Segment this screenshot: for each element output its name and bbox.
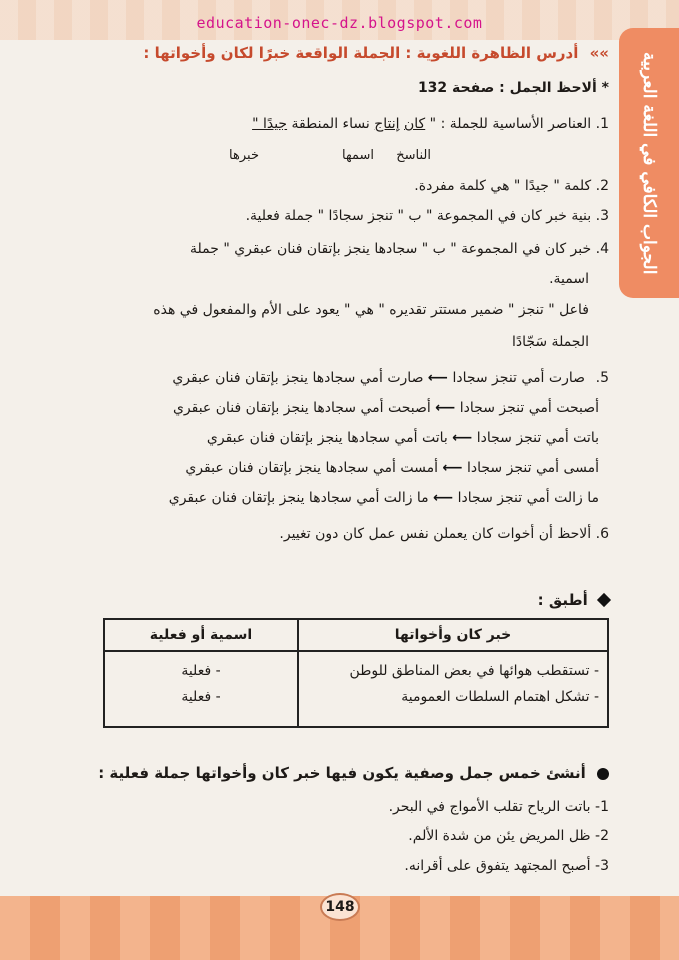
blog-url: education-onec-dz.blogspot.com — [196, 14, 483, 32]
left-arrow-icon: ⟵ — [442, 460, 463, 476]
item-1-kan: كان — [404, 116, 426, 132]
produce-title-text: أنشئ خمس جمل وصفية يكون فيها خبر كان وأخواتها جملة فعلية : — [98, 764, 586, 782]
table-row — [104, 689, 608, 727]
table-header-row — [104, 619, 608, 651]
circle-bullet-icon — [597, 768, 609, 780]
table-cell: - فعلية — [104, 689, 298, 727]
observe-bullet: * — [601, 80, 609, 96]
page-number: 148 — [320, 893, 360, 921]
label-khabar: خبرها — [229, 148, 259, 163]
table-cell: - تستقطب هوائها في بعض المناطق للوطن — [349, 662, 599, 679]
row-left: أمسى أمي تنجز سجادا — [467, 460, 599, 476]
table-cell: - تشكل اهتمام السلطات العمومية — [401, 689, 599, 705]
item-6: 6. ألاحظ أن أخوات كان يعملن نفس عمل كان دون تغيير. — [279, 526, 609, 542]
row-left: ما زالت أمي تنجز سجادا — [457, 490, 599, 506]
left-arrow-icon: ⟵ — [427, 370, 448, 386]
side-title: الجواب الكافي في اللغة العربية — [639, 51, 659, 275]
item-1-khabar: جيدًا " — [252, 116, 288, 132]
item-5-row — [45, 370, 585, 386]
table-header: اسمية أو فعلية — [104, 619, 298, 651]
table-header: خبر كان وأخواتها — [298, 619, 608, 651]
item-4-line-4: الجملة سَجّادًا — [511, 334, 589, 350]
row-left: صارت أمي تنجز سجادا — [452, 370, 585, 386]
item-1-rest: نساء المنطقة — [291, 116, 370, 132]
side-title-tab — [619, 28, 679, 298]
label-nasikh: الناسخ — [396, 148, 431, 163]
item-1-ism: إنتاج — [374, 116, 400, 132]
observe-title — [69, 80, 609, 96]
item-5-row — [59, 490, 599, 506]
item-3: 3. بنية خبر كان في المجموعة " ب " تنجز سجادًا " جملة فعلية. — [245, 208, 609, 224]
item-4-line-2: اسمية. — [549, 271, 589, 287]
label-ism: اسمها — [342, 148, 374, 163]
row-right: أصبحت أمي سجادها ينجز بإتقان فنان عبقري — [172, 400, 431, 416]
item-5-number: 5. — [595, 370, 609, 386]
apply-table — [103, 618, 609, 728]
item-2: 2. كلمة " جيدًا " هي كلمة مفردة. — [414, 178, 609, 194]
diamond-bullet-icon — [597, 593, 611, 607]
heading-title: أدرس الظاهرة اللغوية : الجملة الواقعة خبرًا لكان وأخواتها : — [143, 44, 579, 62]
item-5-row — [59, 430, 599, 446]
table-cell: - فعلية — [104, 651, 298, 689]
produce-title — [98, 764, 609, 782]
item-1-open-quote: " — [429, 116, 437, 132]
produce-line-2: 2- ظل المريض يئن من شدة الألم. — [408, 828, 609, 844]
produce-line-1: 1- باتت الرياح تقلب الأمواج في البحر. — [388, 799, 609, 815]
left-arrow-icon: ⟵ — [435, 400, 456, 416]
left-arrow-icon: ⟵ — [433, 490, 454, 506]
produce-line-3: 3- أصبح المجتهد يتفوق على أقرانه. — [404, 858, 609, 874]
item-5-row — [59, 460, 599, 476]
apply-title — [538, 591, 609, 609]
row-left: باتت أمي تنجز سجادا — [476, 430, 599, 446]
item-1-number: 1. — [595, 116, 609, 132]
table-row — [104, 651, 608, 689]
left-arrow-icon: ⟵ — [452, 430, 473, 446]
heading-marker: »» — [589, 44, 609, 62]
row-right: أمست أمي سجادها ينجز بإتقان فنان عبقري — [185, 460, 439, 476]
item-4-line-3: فاعل " تنجز " ضمير مستتر تقديره " هي " يعود على الأم والمفعول في هذه — [153, 302, 589, 318]
item-5-row — [59, 400, 599, 416]
row-right: صارت أمي سجادها ينجز بإتقان فنان عبقري — [172, 370, 424, 386]
row-left: أصبحت أمي تنجز سجادا — [459, 400, 599, 416]
apply-title-text: أطبق : — [537, 591, 588, 609]
item-1 — [69, 116, 609, 132]
row-right: باتت أمي سجادها ينجز بإتقان فنان عبقري — [206, 430, 448, 446]
row-right: ما زالت أمي سجادها ينجز بإتقان فنان عبقري — [168, 490, 429, 506]
observe-title-text: ألاحظ الجمل : صفحة 132 — [417, 80, 597, 96]
item-4-line-1: 4. خبر كان في المجموعة " ب " سجادها ينجز بإتقان فنان عبقري " جملة — [189, 241, 609, 257]
lesson-heading — [89, 44, 609, 62]
item-1-text: العناصر الأساسية للجملة : — [440, 116, 592, 132]
